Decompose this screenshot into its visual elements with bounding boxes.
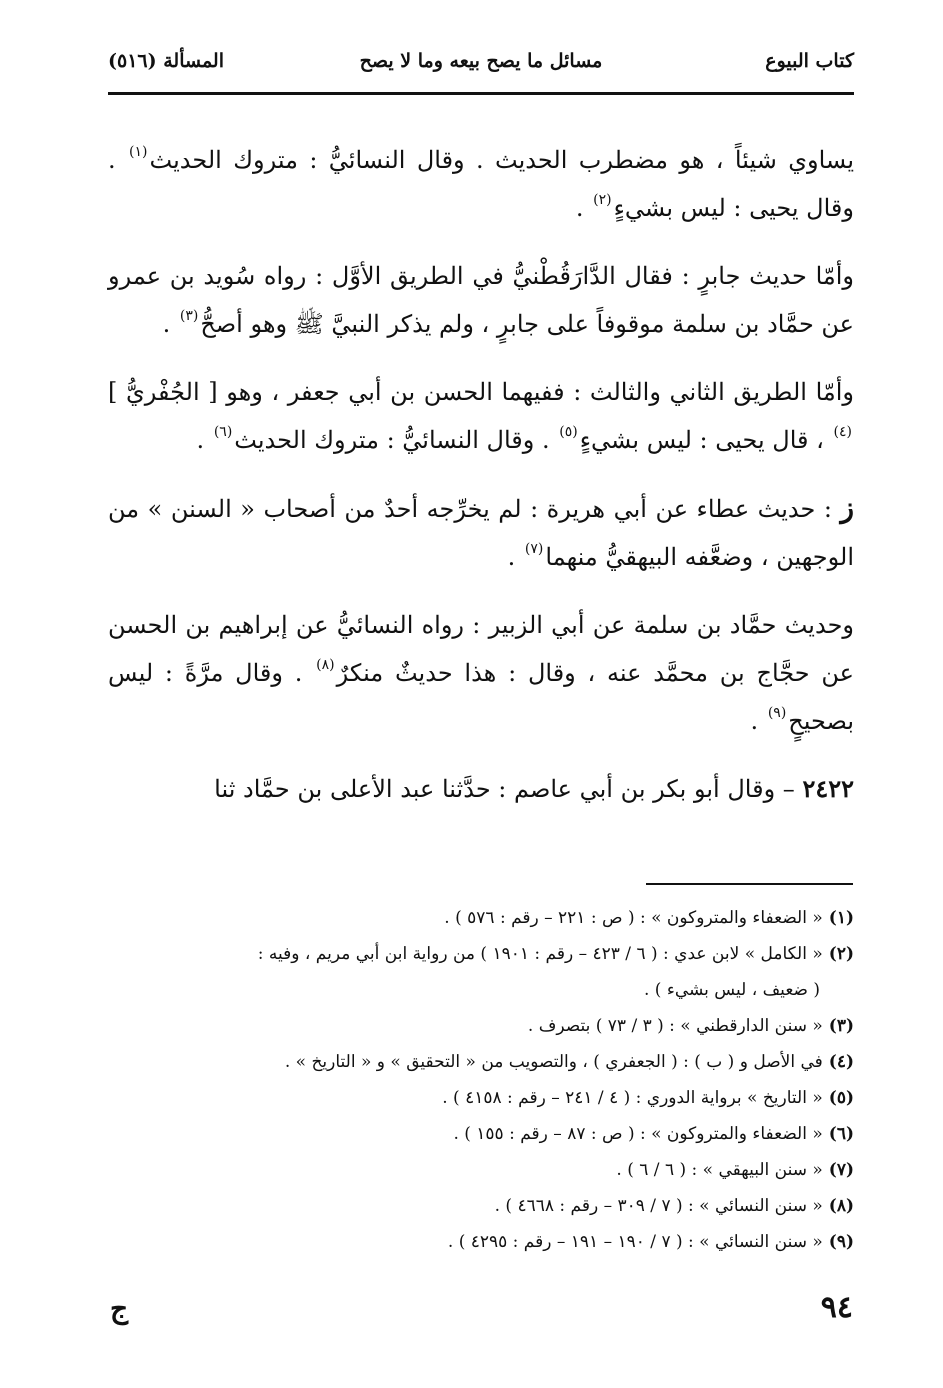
p1-text-b: . وقال يحيى : ليس بشيءٍ bbox=[108, 146, 854, 222]
footnote-text: « التاريخ » برواية الدوري : ( ٤ / ٢٤١ – رقم : ٤١٥٨ ) . bbox=[442, 1088, 823, 1108]
footnote-ref-7: (٧) bbox=[524, 541, 544, 557]
hadith-number: ٢٤٢٢ bbox=[802, 774, 854, 803]
paragraph-4 bbox=[108, 484, 854, 581]
footnote-text: « سنن البيهقي » : ( ٦ / ٦ ) . bbox=[616, 1160, 823, 1180]
p1-text-a: يساوي شيئاً ، هو مضطرب الحديث . وقال النسائيُّ : متروك الحديث bbox=[149, 146, 855, 174]
footnote-ref-4: (٤) bbox=[833, 424, 852, 440]
signature-mark: ج bbox=[110, 1292, 129, 1325]
p5-text-c: . bbox=[750, 707, 759, 735]
footnote-2-continued bbox=[108, 972, 854, 1008]
page-header bbox=[108, 44, 854, 80]
footnote-ref-8: (٨) bbox=[316, 657, 335, 673]
footnotes bbox=[108, 900, 854, 1260]
paragraph-6 bbox=[108, 765, 854, 813]
footnote-3 bbox=[108, 1008, 854, 1044]
paragraph-1 bbox=[108, 136, 854, 232]
footnote-6 bbox=[108, 1116, 854, 1152]
p5-text-b: . وقال مرَّةً : ليس بصحيحٍ bbox=[108, 659, 854, 735]
paragraph-2 bbox=[108, 252, 854, 348]
footnote-ref-6: (٦) bbox=[213, 424, 233, 440]
footnote-2 bbox=[108, 936, 854, 972]
p6-text-a: – وقال أبو بكر بن أبي عاصم : حدَّثنا عبد الأعلى بن حمَّاد ثنا bbox=[214, 775, 795, 803]
footnote-text: « الضعفاء والمتروكون » : ( ص : ٨٧ – رقم : ١٥٥ ) . bbox=[453, 1124, 823, 1144]
footnote-number: (٦) bbox=[828, 1124, 854, 1144]
p4-text-b: . bbox=[507, 543, 516, 571]
footnote-4 bbox=[108, 1044, 854, 1080]
footnote-1 bbox=[108, 900, 854, 936]
paragraph-3 bbox=[108, 368, 854, 464]
header-topic: مسائل ما يصح بيعه وما لا يصح bbox=[359, 50, 603, 72]
footnote-number: (٣) bbox=[828, 1016, 854, 1036]
footnote-7 bbox=[108, 1152, 854, 1188]
p2-text-a: وأمّا حديث جابرٍ : فقال الدَّارَقُطْنيُّ في الطريق الأوَّل : رواه سُويد بن عمرو عن حمَّاد بن سلمة موقوفاً على جابرٍ ، ولم يذكر النبيَّ ﷺ وهو أصحُّ bbox=[108, 262, 854, 338]
footnote-text: « سنن الدارقطني » : ( ٣ / ٧٣ ) بتصرف . bbox=[527, 1016, 823, 1036]
footnote-text: ( ضعيف ، ليس بشيء ) . bbox=[644, 980, 820, 1000]
paragraph-5 bbox=[108, 601, 854, 745]
header-book-title: كتاب البيوع bbox=[765, 50, 854, 72]
p1-text-c: . bbox=[575, 194, 584, 222]
footnote-text: « سنن النسائي » : ( ٧ / ٣٠٩ – رقم : ٤٦٦٨ ) . bbox=[494, 1196, 823, 1216]
header-issue: المسألة (٥١٦) bbox=[108, 50, 224, 72]
footnote-number: (٤) bbox=[828, 1052, 854, 1072]
footnote-ref-9: (٩) bbox=[767, 705, 787, 721]
section-mark: ز bbox=[840, 491, 854, 524]
p3-text-d: . bbox=[196, 426, 205, 454]
footnote-number: (٢) bbox=[828, 944, 854, 964]
footnote-text: في الأصل و ( ب ) : ( الجعفري ) ، والتصويب من « التحقيق » و « التاريخ » . bbox=[284, 1052, 823, 1072]
footnote-number: (١) bbox=[828, 908, 854, 928]
footnote-number: (٩) bbox=[828, 1232, 854, 1252]
p3-text-c: . وقال النسائيُّ : متروك الحديث bbox=[234, 426, 550, 454]
footnote-ref-1: (١) bbox=[129, 144, 148, 160]
footnote-9 bbox=[108, 1224, 854, 1260]
footnote-5 bbox=[108, 1080, 854, 1116]
footnote-ref-3: (٣) bbox=[179, 308, 199, 324]
footnote-number: (٨) bbox=[828, 1196, 854, 1216]
main-text bbox=[108, 136, 854, 833]
header-rule bbox=[108, 92, 854, 95]
p2-text-b: . bbox=[162, 310, 171, 338]
footnote-text: « الكامل » لابن عدي : ( ٦ / ٤٢٣ – رقم : ١٩٠١ ) من رواية ابن أبي مريم ، وفيه : bbox=[257, 944, 823, 964]
footnote-ref-5: (٥) bbox=[559, 424, 578, 440]
p3-text-a: وأمّا الطريق الثاني والثالث : ففيهما الحسن بن أبي جعفر ، وهو [ الجُفْريُّ ] bbox=[108, 378, 854, 406]
p5-text-a: وحديث حمَّاد بن سلمة عن أبي الزبير : رواه النسائيُّ عن إبراهيم بن الحسن عن حجَّاج بن محمَّد عنه ، وقال : هذا حديثٌ منكرٌ bbox=[108, 611, 854, 687]
footnote-8 bbox=[108, 1188, 854, 1224]
footnote-number: (٧) bbox=[828, 1160, 854, 1180]
p3-text-b: ، قال يحيى : ليس بشيءٍ bbox=[579, 426, 824, 454]
p4-text-a: : حديث عطاء عن أبي هريرة : لم يخرِّجه أحدٌ من أصحاب « السنن » من الوجهين ، وضعَّفه البيهقيُّ منهما bbox=[108, 495, 854, 571]
footnote-number: (٥) bbox=[828, 1088, 854, 1108]
footnote-ref-2: (٢) bbox=[593, 192, 612, 208]
page-number: ٩٤ bbox=[820, 1290, 853, 1325]
footnote-text: « سنن النسائي » : ( ٧ / ١٩٠ – ١٩١ – رقم : ٤٢٩٥ ) . bbox=[447, 1232, 823, 1252]
footnote-text: « الضعفاء والمتروكون » : ( ص : ٢٢١ – رقم : ٥٧٦ ) . bbox=[444, 908, 823, 928]
footnote-rule bbox=[646, 883, 853, 885]
